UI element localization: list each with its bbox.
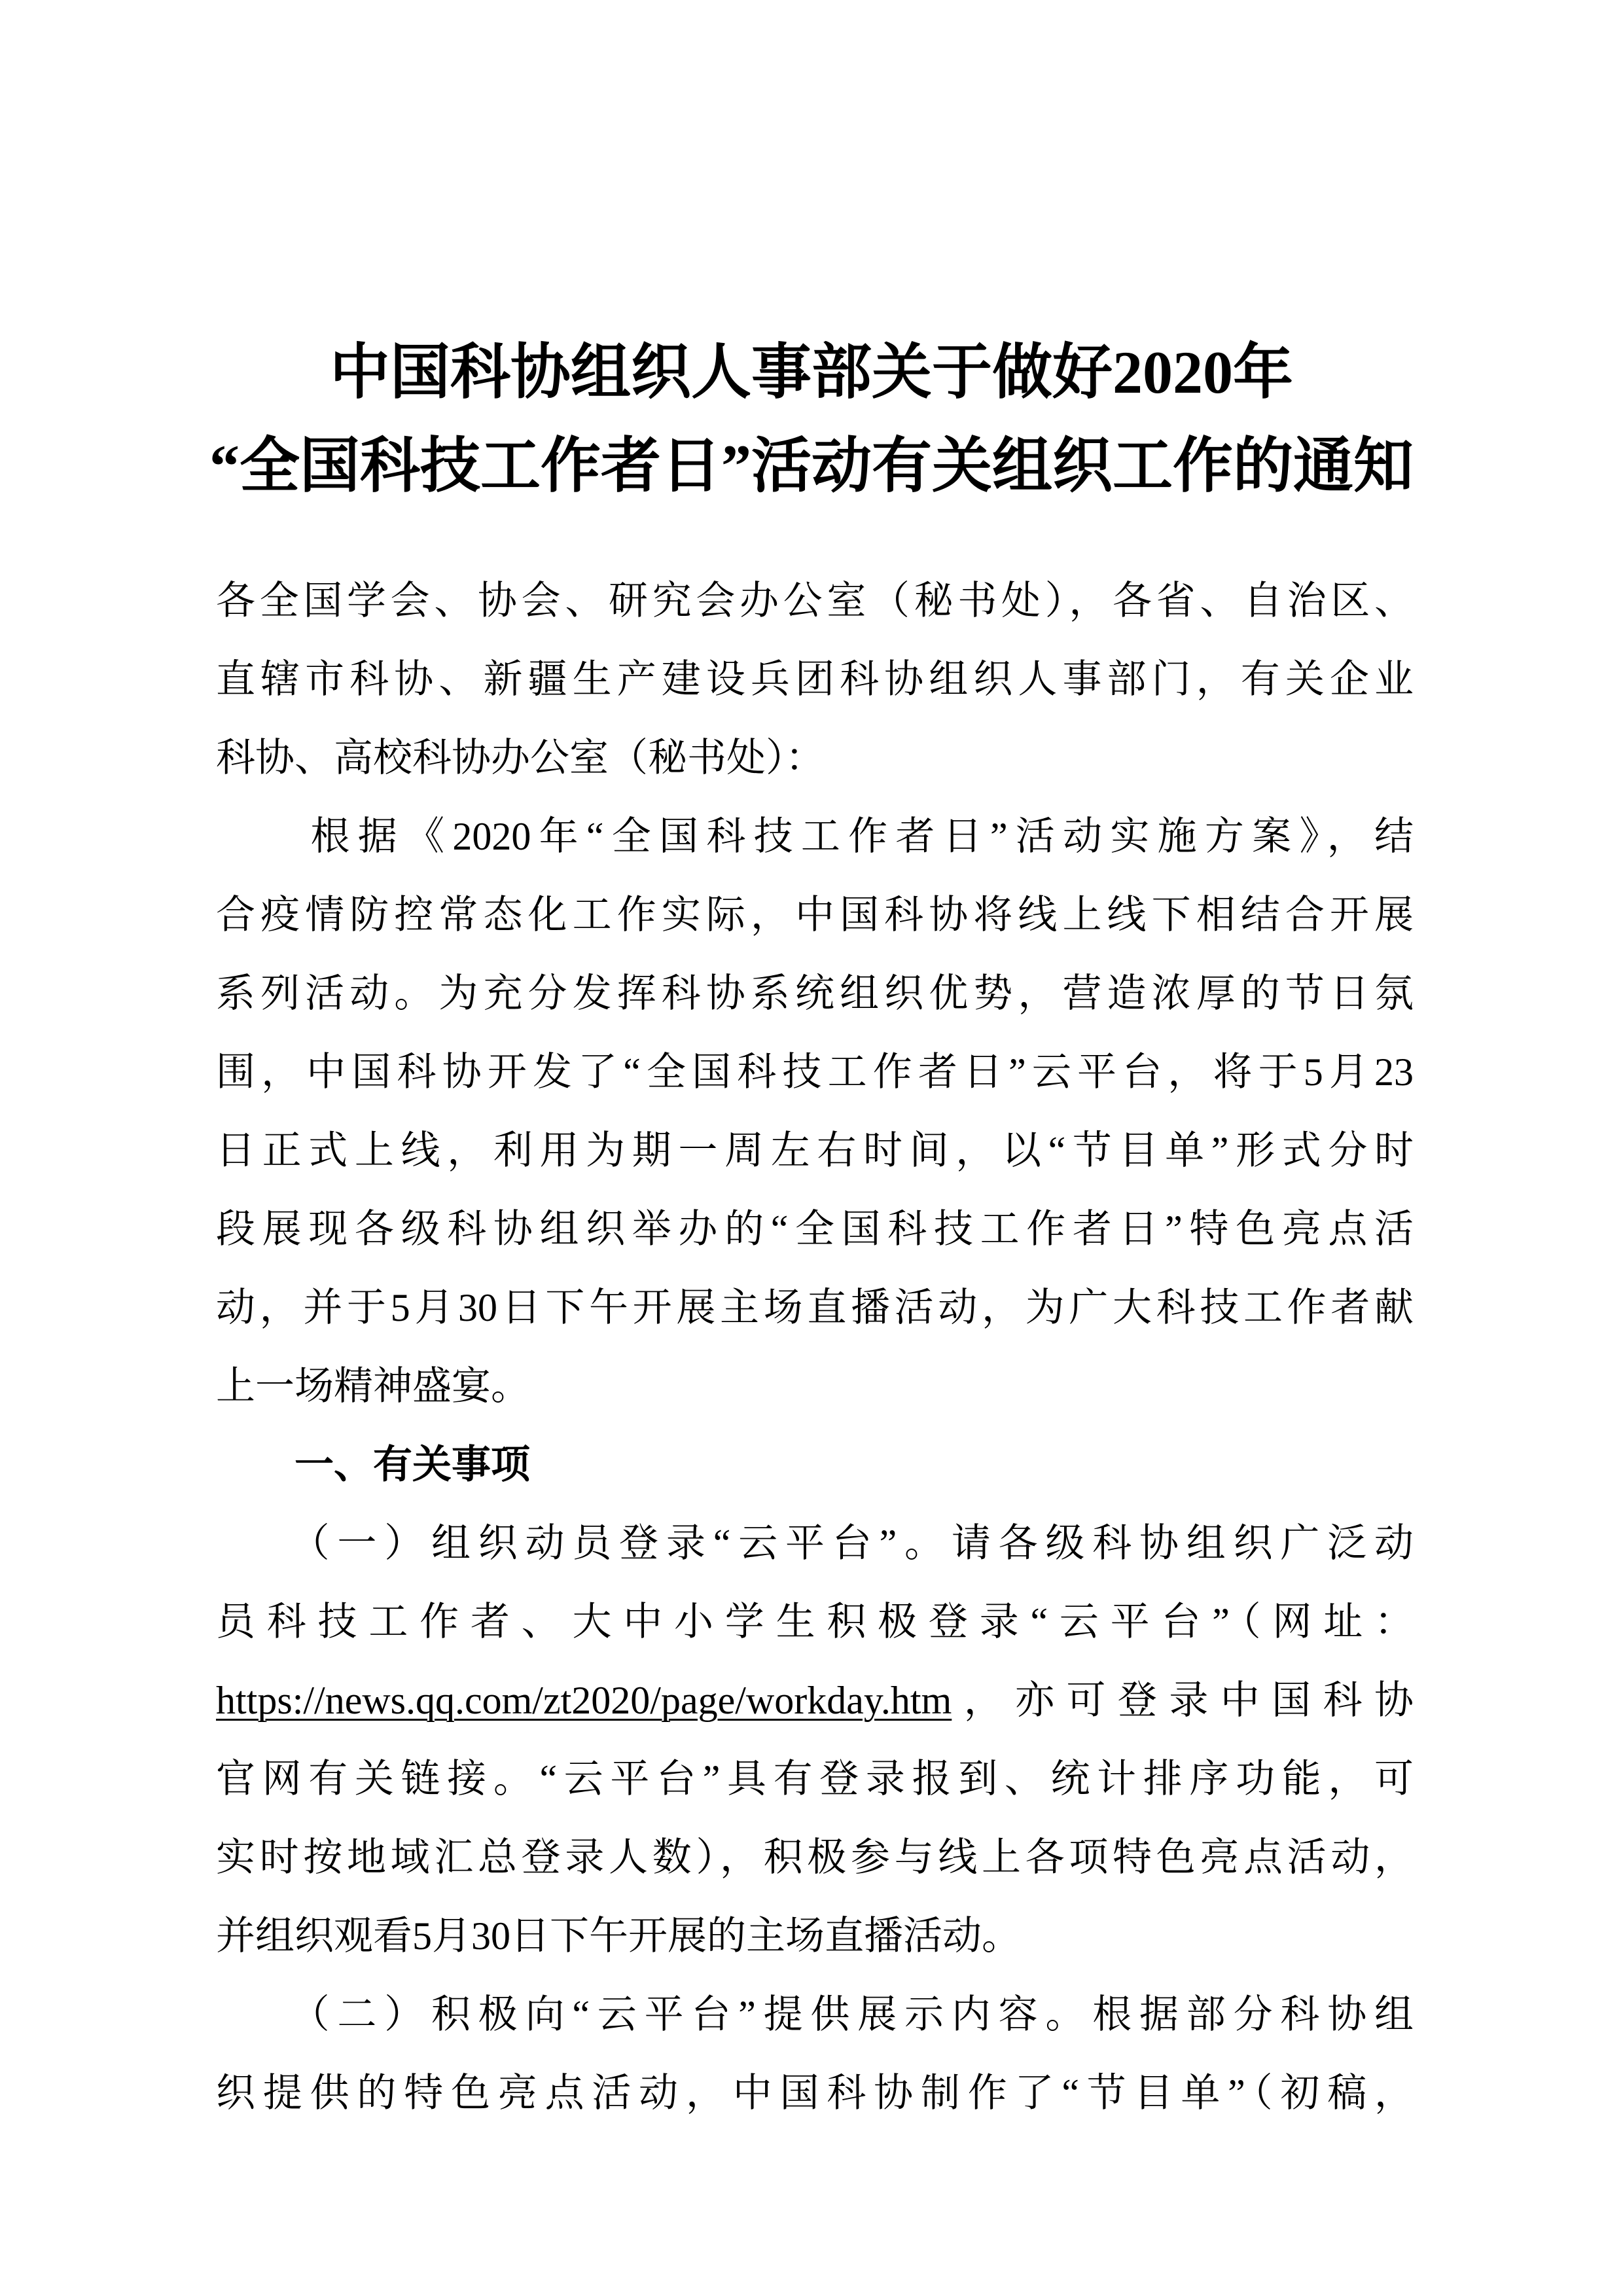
- body-line: [216, 1583, 1414, 1661]
- text-run: （二）积极向“云平台”提供展示内容。根据部分科协组: [216, 1993, 1414, 2036]
- body-line: [216, 640, 1414, 719]
- text-run: 上一场精神盛宴。: [216, 1365, 530, 1408]
- url-link[interactable]: https://news.qq.com/zt2020/page/workday.htm: [216, 1679, 952, 1722]
- text-run: 动，并于5月30日下午开展主场直播活动，为广大科技工作者献: [216, 1286, 1414, 1329]
- body-line: [216, 1504, 1414, 1583]
- document-body: [216, 562, 1414, 2132]
- document-title: [0, 0, 1623, 513]
- body-line: [216, 797, 1414, 876]
- text-run: 直辖市科协、新疆生产建设兵团科协组织人事部门，有关企业: [216, 658, 1414, 701]
- text-run: 各全国学会、协会、研究会办公室（秘书处），各省、自治区、: [216, 579, 1414, 622]
- text-run: 日正式上线，利用为期一周左右时间，以“节目单”形式分时: [216, 1129, 1414, 1172]
- body-line: [216, 1190, 1414, 1268]
- body-line: [216, 1268, 1414, 1347]
- title-line-2: “全国科技工作者日”活动有关组织工作的通知: [209, 433, 1414, 499]
- text-run: 一、有关事项: [216, 1443, 530, 1486]
- text-run: 系列活动。为充分发挥科协系统组织优势，营造浓厚的节日氛: [216, 972, 1414, 1015]
- body-line: [216, 1975, 1414, 2054]
- body-line: [216, 2054, 1414, 2132]
- body-line: [216, 1740, 1414, 1818]
- title-line-1: 中国科协组织人事部关于做好2020年: [329, 339, 1293, 406]
- body-line: [216, 876, 1414, 954]
- text-run: 围，中国科协开发了“全国科技工作者日”云平台，将于5月23: [216, 1050, 1414, 1094]
- text-run: 合疫情防控常态化工作实际，中国科协将线上线下相结合开展: [216, 893, 1414, 937]
- text-run: 官网有关链接。“云平台”具有登录报到、统计排序功能，可: [216, 1757, 1414, 1801]
- text-run: 织提供的特色亮点活动，中国科协制作了“节目单”（初稿，: [216, 2072, 1414, 2115]
- body-line: [216, 1818, 1414, 1897]
- body-line: [216, 1897, 1414, 1975]
- body-line: [216, 562, 1414, 640]
- body-line: [216, 719, 1414, 797]
- text-run: （一）组织动员登录“云平台”。请各级科协组织广泛动: [216, 1522, 1414, 1565]
- body-line: [216, 954, 1414, 1033]
- text-run: 段展现各级科协组织举办的“全国科技工作者日”特色亮点活: [216, 1208, 1414, 1251]
- body-line: [216, 1033, 1414, 1111]
- body-line: [216, 1347, 1414, 1426]
- body-line: [216, 1111, 1414, 1190]
- section-heading: [216, 1426, 1414, 1504]
- text-run: 员科技工作者、大中小学生积极登录“云平台”（网址：: [216, 1600, 1414, 1643]
- text-run: 根据《2020年“全国科技工作者日”活动实施方案》，结: [216, 815, 1414, 858]
- text-run: 并组织观看5月30日下午开展的主场直播活动。: [216, 1914, 1021, 1958]
- body-line: [216, 1661, 1414, 1740]
- text-run: ，亦可登录中国科协: [952, 1679, 1414, 1722]
- text-run: 实时按地域汇总登录人数），积极参与线上各项特色亮点活动，: [216, 1836, 1414, 1879]
- text-run: 科协、高校科协办公室（秘书处）：: [216, 736, 825, 780]
